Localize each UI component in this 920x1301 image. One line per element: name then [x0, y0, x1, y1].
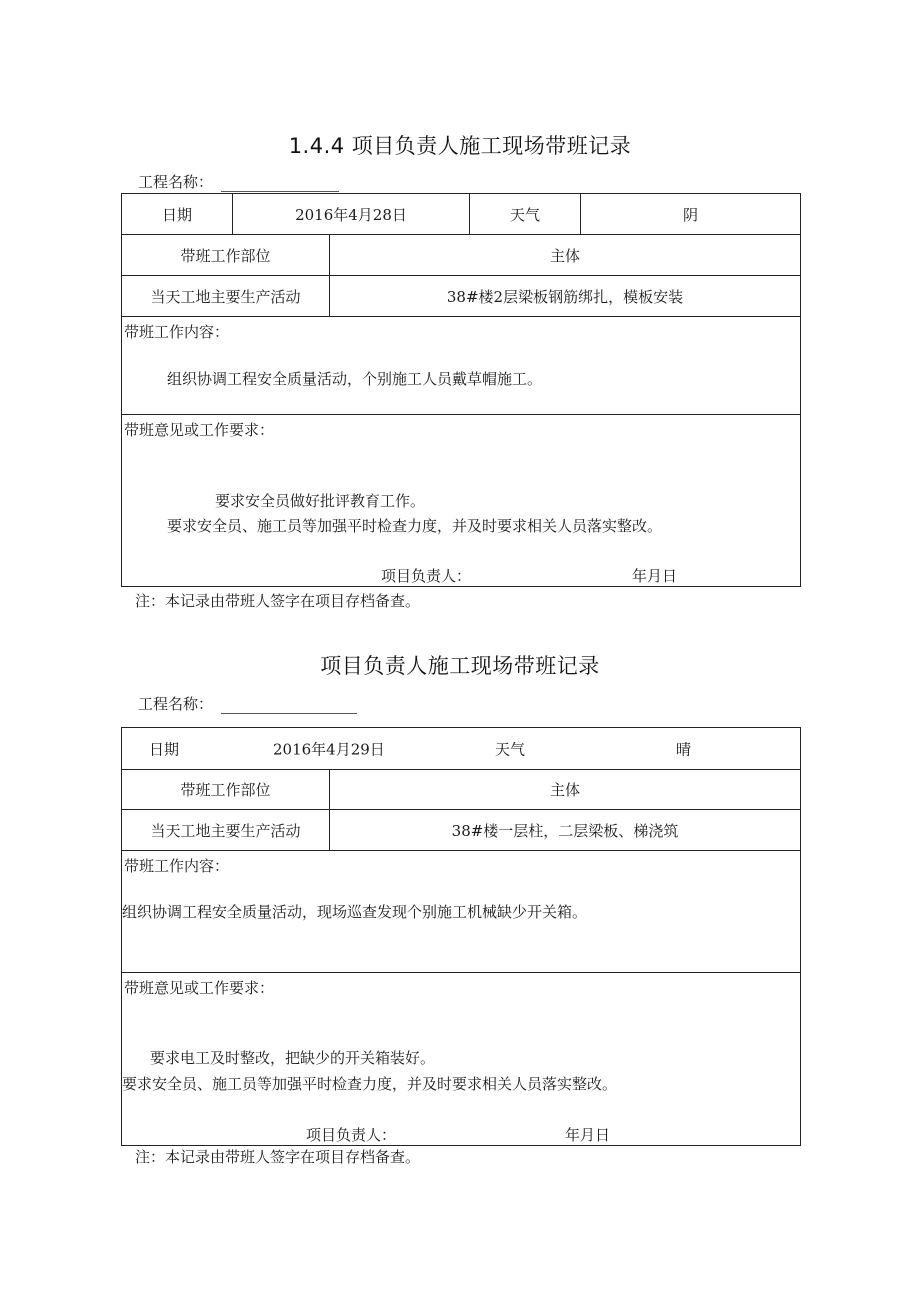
record1-project-name-row	[138, 171, 339, 192]
record2-sign-label: 项目负责人：	[306, 1126, 397, 1144]
record1-project-name-blank	[221, 177, 339, 192]
record2-content-label: 带班工作内容：	[124, 857, 230, 875]
record2-sign-date: 年月日	[565, 1126, 611, 1144]
record1-activity-value: 38#楼2层梁板钢筋绑扎，模板安装	[330, 276, 801, 317]
record2-activity-row	[122, 810, 801, 851]
record2-date-row	[122, 728, 801, 770]
record1-activity-label: 当天工地主要生产活动	[122, 276, 330, 317]
record2-dept-label: 带班工作部位	[122, 770, 330, 810]
record1-dept-label: 带班工作部位	[122, 235, 330, 276]
record1-title: 1.4.4 项目负责人施工现场带班记录	[288, 134, 632, 158]
record2-project-name-row	[138, 693, 357, 714]
record1-content-row	[122, 317, 801, 415]
record2-dept-row	[122, 770, 801, 810]
record2-opinion-label: 带班意见或工作要求：	[124, 979, 275, 997]
record2-opinion-row	[122, 973, 801, 1146]
record2-content-row	[122, 851, 801, 973]
record1-opinion-block	[122, 415, 801, 587]
record2-date-cell	[122, 728, 801, 770]
record1-sign-date: 年月日	[632, 567, 678, 585]
record1-activity-row	[122, 276, 801, 317]
record2-date-label: 日期	[149, 740, 180, 758]
record1-date-value: 2016年4月28日	[233, 194, 470, 235]
record2-form-table	[121, 727, 801, 1146]
record1-weather-value: 阴	[581, 194, 801, 235]
record2-opinion-line2: 要求安全员、施工员等加强平时检查力度，并及时要求相关人员落实整改。	[122, 1075, 618, 1093]
record1-form-table	[121, 193, 801, 587]
record1-project-name-label: 工程名称：	[138, 173, 214, 191]
record2-opinion-line1: 要求电工及时整改，把缺少的开关箱装好。	[150, 1049, 436, 1067]
record1-content-label: 带班工作内容：	[124, 323, 230, 341]
record2-weather-value: 晴	[676, 740, 692, 758]
record2-project-name-label: 工程名称：	[138, 695, 214, 713]
record1-opinion-line1: 要求安全员做好批评教育工作。	[215, 492, 426, 510]
record2-date-value: 2016年4月29日	[273, 740, 385, 758]
record1-dept-value: 主体	[330, 235, 801, 276]
record2-opinion-block	[122, 973, 801, 1146]
record2-weather-label: 天气	[495, 740, 526, 758]
record2-activity-label: 当天工地主要生产活动	[122, 810, 330, 851]
record1-date-row	[122, 194, 801, 235]
record1-opinion-label: 带班意见或工作要求：	[124, 421, 275, 439]
record1-content-text: 组织协调工程安全质量活动，个别施工人员戴草帽施工。	[167, 370, 543, 388]
record2-project-name-blank	[221, 699, 357, 714]
record2-activity-value: 38#楼一层柱，二层梁板、梯浇筑	[330, 810, 801, 851]
record2-content-text: 组织协调工程安全质量活动，现场巡查发现个别施工机械缺少开关箱。	[122, 903, 588, 921]
record2-title: 项目负责人施工现场带班记录	[320, 654, 600, 678]
record1-sign-label: 项目负责人：	[381, 567, 472, 585]
record1-dept-row	[122, 235, 801, 276]
record1-date-label: 日期	[122, 194, 233, 235]
record1-note: 注：本记录由带班人签字在项目存档备查。	[135, 592, 421, 610]
record2-note: 注：本记录由带班人签字在项目存档备查。	[135, 1148, 421, 1166]
record1-content-block	[122, 317, 801, 415]
record1-opinion-line2: 要求安全员、施工员等加强平时检查力度，并及时要求相关人员落实整改。	[167, 517, 663, 535]
record2-dept-value: 主体	[330, 770, 801, 810]
record1-weather-label: 天气	[470, 194, 581, 235]
record1-opinion-row	[122, 415, 801, 587]
record2-content-block	[122, 851, 801, 973]
